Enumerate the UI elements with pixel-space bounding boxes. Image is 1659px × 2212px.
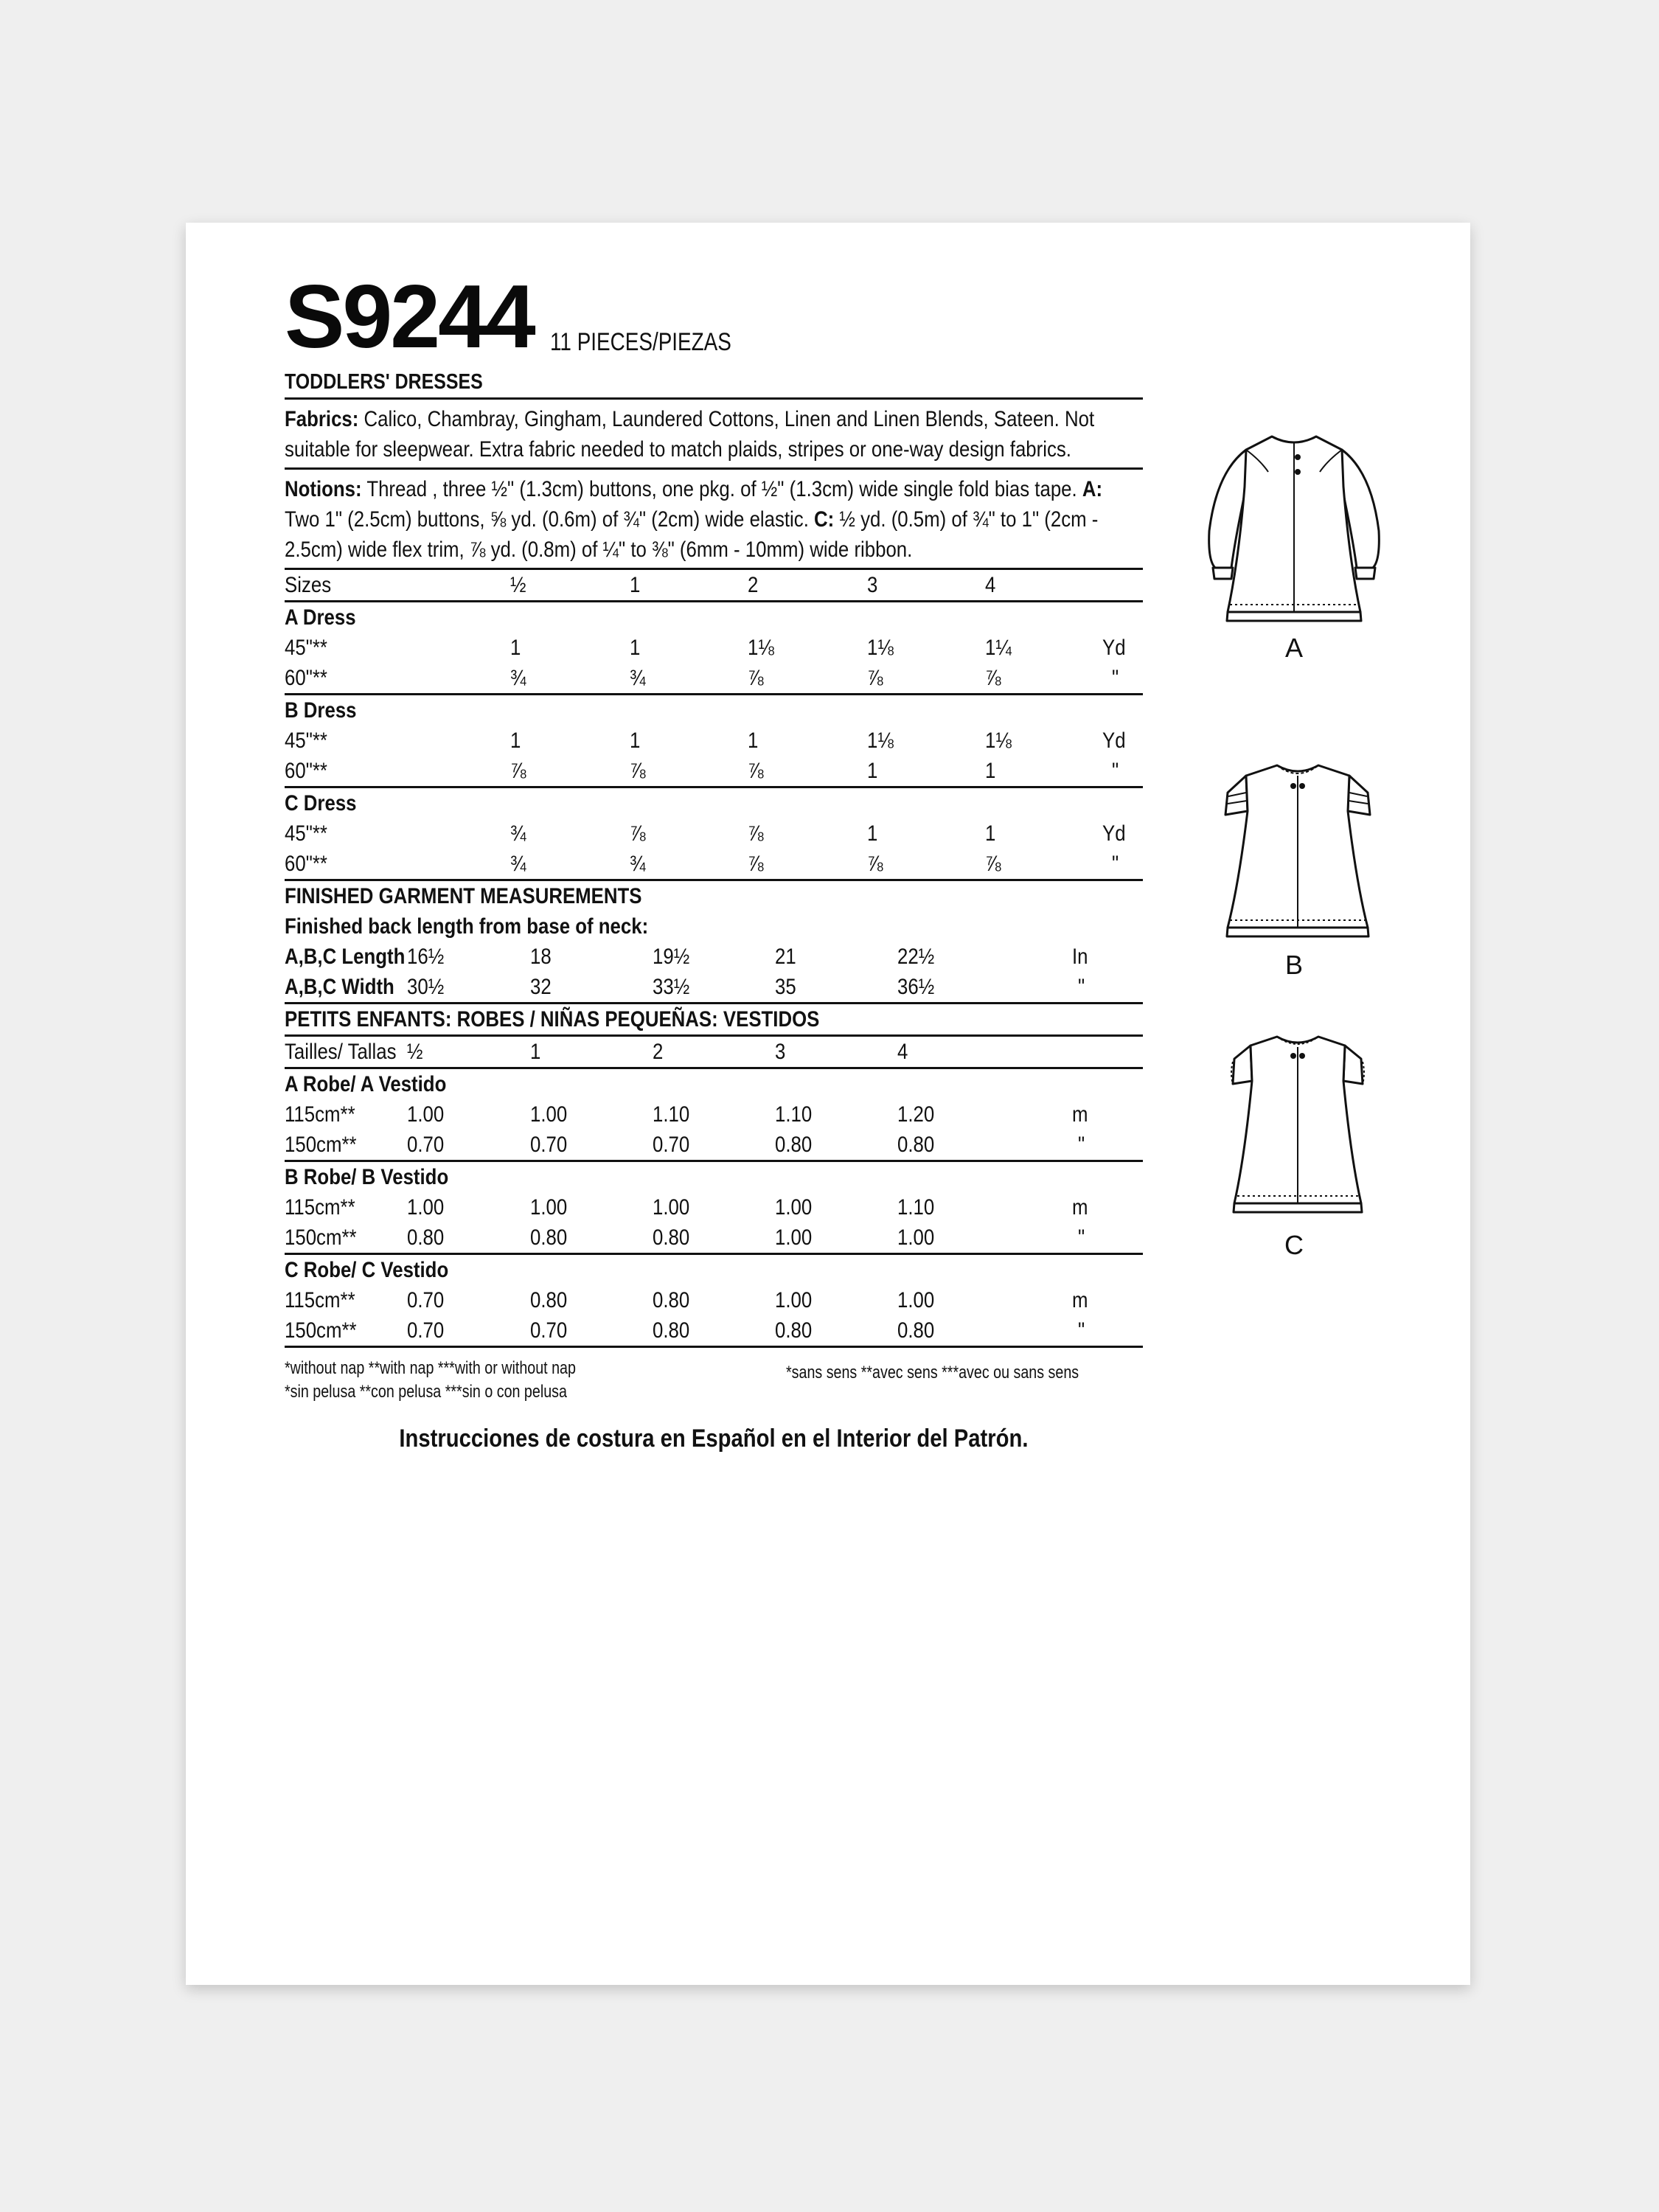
size-value-cell: ⅞: [748, 663, 867, 695]
size-value-cell: 0.80: [407, 1222, 529, 1254]
footnote-spanish: *sin pelusa **con pelusa ***sin o con pelusa: [285, 1382, 567, 1402]
size-value-cell: 3: [867, 570, 985, 602]
row-label: 60"**: [285, 663, 510, 695]
size-value-cell: 3: [775, 1036, 897, 1068]
notions-a-label: A:: [1082, 477, 1103, 501]
yardage-row: [285, 633, 1143, 663]
size-value-cell: 1.00: [529, 1194, 567, 1220]
size-value-cell: 1⅛: [867, 728, 894, 753]
measurements-title-row: [285, 881, 1143, 911]
size-value-cell: ⅞: [867, 663, 985, 695]
notions-text: Thread , three ½" (1.3cm) buttons, one pkg. of ½" (1.3cm) wide single fold bias tape.: [361, 477, 1082, 501]
size-value-cell: 1: [630, 570, 748, 602]
group-header-row: [285, 602, 1143, 633]
measurements-subtitle: Finished back length from base of neck:: [285, 914, 649, 939]
group-header-row: [285, 695, 1143, 726]
size-value-cell: 0.80: [652, 1287, 690, 1312]
group-name: C Dress: [285, 790, 357, 815]
size-value-cell: 1.00: [407, 1194, 445, 1220]
unit-cell: In: [1072, 944, 1088, 969]
group-header-row: [285, 1068, 1143, 1100]
size-value-cell: ½: [407, 1036, 529, 1068]
yardage-row: [285, 1315, 1143, 1347]
size-value-cell: 1: [510, 728, 521, 753]
size-value-cell: ¾: [630, 663, 748, 695]
yardage-row: [285, 1130, 1143, 1161]
spanish-instructions-note: Instrucciones de costura en Español en el Interior del Patrón.: [399, 1425, 1029, 1453]
size-value-cell: 0.80: [530, 1222, 653, 1254]
row-label: 45"**: [285, 635, 327, 660]
row-label: 150cm**: [285, 1222, 407, 1254]
pattern-number: S9244: [285, 266, 534, 366]
size-value-cell: 1: [530, 1036, 653, 1068]
footnotes: [285, 1357, 1143, 1404]
size-value-cell: 22½: [897, 944, 935, 969]
notions-label: Notions:: [285, 477, 362, 501]
size-value-cell: 0.70: [407, 1287, 445, 1312]
group-name: B Robe/ B Vestido: [285, 1164, 449, 1189]
unit-cell: m: [1072, 1194, 1088, 1220]
yardage-row: [285, 1192, 1143, 1222]
size-value-cell: 1⅛: [748, 635, 774, 660]
size-value-cell: 1¼: [985, 635, 1012, 660]
size-value-cell: 1⅛: [867, 635, 894, 660]
pattern-header: [285, 265, 1143, 366]
row-label: 115cm**: [285, 1194, 355, 1220]
pattern-title: TODDLERS' DRESSES: [285, 361, 1143, 400]
metric-title: PETITS ENFANTS: ROBES / NIÑAS PEQUEÑAS: VESTIDOS: [285, 1004, 1143, 1036]
size-value-cell: 0.70: [530, 1130, 653, 1161]
size-value-cell: ⅞: [630, 821, 646, 846]
unit-cell: Yd: [1102, 821, 1126, 846]
unit-cell: [1020, 1036, 1143, 1068]
group-header-row: [285, 1161, 1143, 1193]
size-value-cell: 1.00: [652, 1194, 690, 1220]
size-value-cell: ⅞: [867, 849, 985, 880]
size-value-cell: 0.80: [775, 1130, 897, 1161]
yardage-row: [285, 663, 1143, 695]
unit-cell: m: [1072, 1287, 1088, 1312]
row-label: Tailles/ Tallas: [285, 1036, 407, 1068]
size-value-cell: 4: [985, 570, 1088, 602]
size-value-cell: 21: [775, 944, 796, 969]
size-value-cell: 1: [748, 728, 759, 753]
yardage-row: [285, 1285, 1143, 1315]
notions-c-label: C:: [814, 507, 835, 532]
size-value-cell: ⅞: [985, 849, 1088, 880]
row-label: Sizes: [285, 570, 510, 602]
size-value-cell: 19½: [652, 944, 690, 969]
group-header-row: [285, 1254, 1143, 1286]
measurement-row: [285, 942, 1143, 972]
row-label: 115cm**: [285, 1287, 355, 1312]
size-value-cell: 0.70: [653, 1130, 775, 1161]
group-header-row: [285, 787, 1143, 819]
size-value-cell: ¾: [510, 849, 630, 880]
view-label-b: B: [1284, 950, 1303, 980]
unit-cell: ": [1088, 849, 1143, 880]
size-value-cell: ⅞: [985, 663, 1088, 695]
size-value-cell: ¾: [630, 849, 748, 880]
size-value-cell: 1: [985, 821, 996, 846]
size-value-cell: 0.80: [653, 1315, 775, 1347]
size-value-cell: 2: [748, 570, 867, 602]
size-value-cell: 0.70: [530, 1315, 653, 1347]
size-value-cell: 36½: [897, 972, 1020, 1004]
measurement-row: [285, 972, 1143, 1004]
fabrics-text: Calico, Chambray, Gingham, Laundered Cottons, Linen and Linen Blends, Sateen. Not suitable for sleepwear. Extra fabric needed to match plaids, stripes or one-way design fabrics.: [285, 407, 1095, 462]
piece-count: 11 PIECES/PIEZAS: [549, 328, 731, 356]
size-value-cell: 1: [985, 756, 1088, 787]
size-value-cell: ½: [510, 570, 630, 602]
yardage-row: [285, 756, 1143, 787]
notions-section: [285, 470, 1143, 570]
row-label: A,B,C Length: [285, 944, 406, 969]
yardage-table-metric: [285, 1004, 1143, 1348]
row-label: 115cm**: [285, 1102, 355, 1127]
row-label: 150cm**: [285, 1130, 407, 1161]
footnote-english: *without nap **with nap ***with or without nap: [285, 1358, 576, 1378]
size-value-cell: ¾: [510, 663, 630, 695]
sizes-header-row: [285, 570, 1143, 602]
size-value-cell: ⅞: [748, 756, 867, 787]
dress-a-sketch: [1202, 428, 1386, 627]
size-value-cell: 0.80: [653, 1222, 775, 1254]
size-value-cell: 1.10: [652, 1102, 690, 1127]
group-name: A Robe/ A Vestido: [285, 1071, 447, 1096]
notions-a-text: Two 1" (2.5cm) buttons, ⅝ yd. (0.6m) of ¾" (2cm) wide elastic.: [285, 507, 815, 532]
size-value-cell: 1: [510, 635, 521, 660]
dress-c-sketch: [1224, 1032, 1371, 1217]
size-value-cell: 0.80: [529, 1287, 567, 1312]
unit-cell: ": [1088, 663, 1143, 695]
unit-cell: ": [1020, 972, 1143, 1004]
size-value-cell: 1: [867, 756, 985, 787]
row-label: 45"**: [285, 821, 327, 846]
group-name: B Dress: [285, 698, 357, 723]
sizes-header-row: [285, 1036, 1143, 1068]
size-value-cell: 1: [630, 635, 641, 660]
yardage-row: [285, 849, 1143, 880]
view-label-c: C: [1284, 1230, 1304, 1260]
size-value-cell: 0.80: [775, 1315, 897, 1347]
size-value-cell: ⅞: [748, 849, 867, 880]
yardage-row: [285, 726, 1143, 756]
yardage-row: [285, 1099, 1143, 1130]
size-value-cell: ¾: [510, 821, 526, 846]
size-value-cell: 32: [530, 972, 653, 1004]
yardage-row: [285, 818, 1143, 849]
size-value-cell: 4: [897, 1036, 1020, 1068]
size-value-cell: 16½: [407, 944, 445, 969]
view-label-a: A: [1284, 633, 1303, 663]
size-value-cell: 1.00: [407, 1102, 445, 1127]
size-value-cell: 0.80: [897, 1130, 1020, 1161]
size-value-cell: 0.80: [897, 1315, 1020, 1347]
yardage-row: [285, 1222, 1143, 1254]
size-value-cell: 0.70: [407, 1315, 529, 1347]
size-value-cell: 33½: [653, 972, 775, 1004]
unit-cell: Yd: [1102, 728, 1126, 753]
size-value-cell: 35: [775, 972, 897, 1004]
size-value-cell: 2: [653, 1036, 775, 1068]
size-value-cell: 1.20: [897, 1102, 935, 1127]
size-value-cell: 1.00: [897, 1287, 935, 1312]
size-value-cell: 1⅛: [985, 728, 1012, 753]
size-value-cell: 30½: [407, 972, 529, 1004]
unit-cell: ": [1020, 1222, 1143, 1254]
finished-measurements-table: [285, 881, 1143, 1004]
unit-cell: ": [1088, 756, 1143, 787]
fabrics-label: Fabrics:: [285, 407, 359, 431]
size-value-cell: 1: [867, 821, 878, 846]
metric-title-row: [285, 1004, 1143, 1036]
size-value-cell: 1.00: [529, 1102, 567, 1127]
size-value-cell: 1.00: [775, 1287, 813, 1312]
group-name: A Dress: [285, 605, 356, 630]
group-name: C Robe/ C Vestido: [285, 1257, 449, 1282]
row-label: A,B,C Width: [285, 972, 407, 1004]
size-value-cell: 1.10: [897, 1194, 935, 1220]
unit-cell: Yd: [1102, 635, 1126, 660]
dress-b-sketch: [1217, 759, 1379, 944]
row-label: 150cm**: [285, 1315, 407, 1347]
size-value-cell: 0.70: [407, 1130, 529, 1161]
size-value-cell: 1.00: [775, 1222, 897, 1254]
unit-cell: m: [1072, 1102, 1088, 1127]
notions-c-text: ½ yd. (0.5m) of ¾" to 1" (2cm - 2.5cm) wide flex trim, ⅞ yd. (0.8m) of ¼" to ⅜" (6mm - 10mm) wide ribbon.: [285, 507, 1099, 562]
row-label: 45"**: [285, 728, 327, 753]
footnote-french: *sans sens **avec sens ***avec ou sans sens: [785, 1363, 1079, 1382]
size-value-cell: 1.00: [775, 1194, 813, 1220]
unit-cell: [1088, 570, 1143, 602]
pattern-info: [285, 265, 1143, 1453]
row-label: 60"**: [285, 849, 510, 880]
size-value-cell: ⅞: [630, 756, 748, 787]
measurements-title: FINISHED GARMENT MEASUREMENTS: [285, 883, 642, 908]
unit-cell: ": [1020, 1315, 1143, 1347]
size-value-cell: 1.00: [897, 1222, 1020, 1254]
unit-cell: ": [1020, 1130, 1143, 1161]
size-value-cell: 1: [630, 728, 641, 753]
yardage-table-english: [285, 570, 1143, 881]
fabrics-section: [285, 400, 1143, 470]
measurements-subtitle-row: [285, 911, 1143, 942]
size-value-cell: 1.10: [775, 1102, 813, 1127]
size-value-cell: 18: [529, 944, 552, 969]
size-value-cell: ⅞: [748, 821, 764, 846]
row-label: 60"**: [285, 756, 510, 787]
size-value-cell: ⅞: [510, 756, 630, 787]
